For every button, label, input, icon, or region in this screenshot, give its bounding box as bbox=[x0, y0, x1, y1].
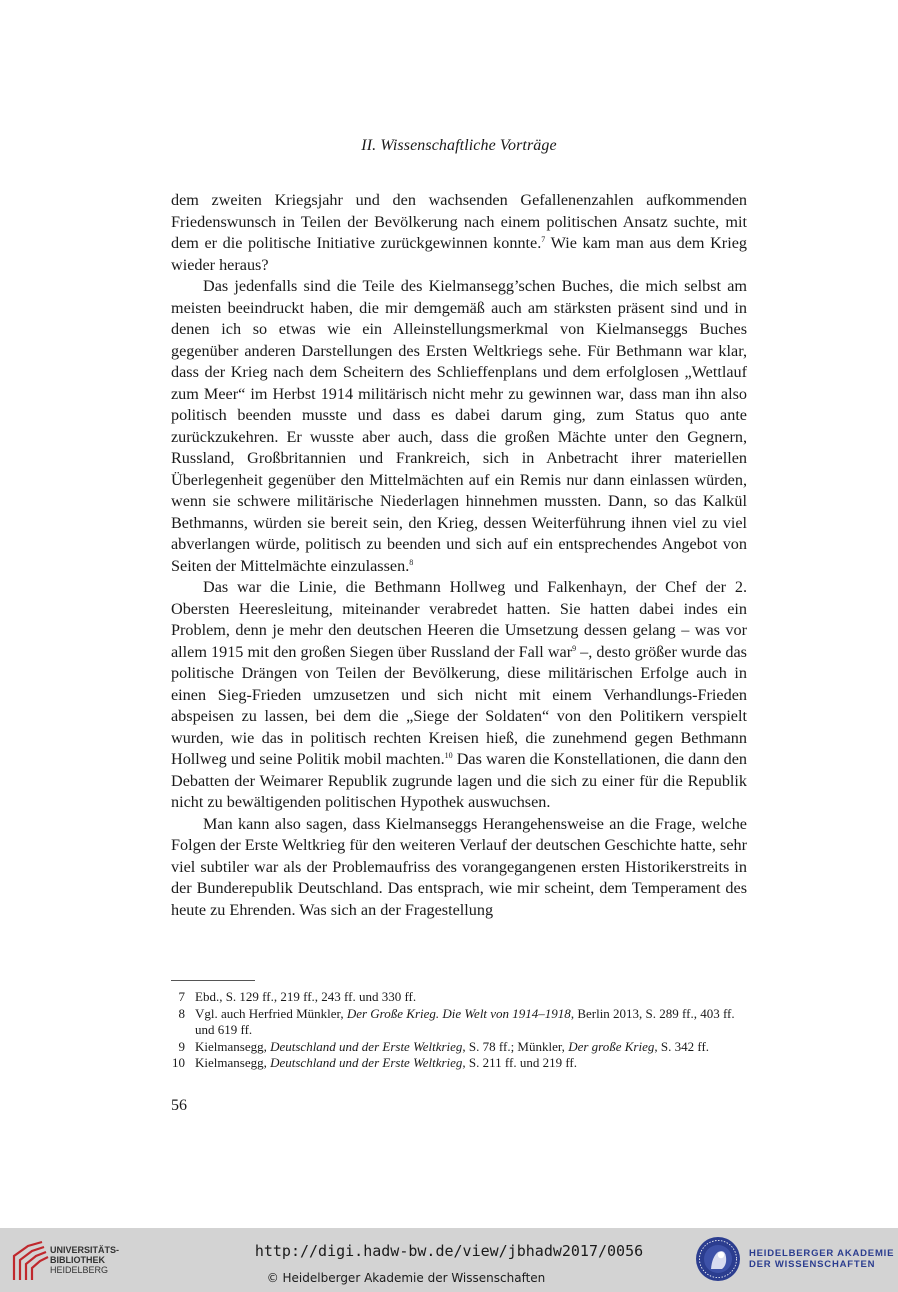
body-text bbox=[171, 190, 747, 921]
footnote-8 bbox=[171, 1006, 751, 1039]
footnote-ref-10[interactable]: 10 bbox=[444, 751, 453, 760]
paragraph-text: –, desto größer wurde das politische Drängen von Teilen der Bevölkerung, diese militärischen Erfolge auch in einen Sieg-Frieden umzusetzen und sich nicht mit einem Verhandlungs-Frieden abspeisen zu lassen, bei dem die „Siege der Soldaten“ von den Politikern verspielt wurden, wie das in politisch rechten Kreisen hieß, die zunehmend gegen Bethmann Hollweg und seine Politik mobil machten. bbox=[171, 642, 747, 768]
academy-line: DER WISSENSCHAFTEN bbox=[749, 1259, 876, 1270]
library-line: HEIDELBERG bbox=[50, 1265, 109, 1275]
footnote-text: , S. 211 ff. und 219 ff. bbox=[462, 1055, 578, 1070]
footnote-7 bbox=[171, 989, 751, 1006]
academy-seal-icon[interactable] bbox=[694, 1235, 742, 1283]
footnote-text: Kielmansegg, bbox=[195, 1055, 271, 1070]
footnote-text: , S. 342 ff. bbox=[654, 1038, 710, 1054]
footnote-text: Ebd., S. 129 ff., 219 ff., 243 ff. und 330 ff. bbox=[195, 989, 417, 1004]
footnote-ref-8[interactable]: 8 bbox=[409, 557, 414, 567]
footnote-divider bbox=[171, 980, 255, 981]
footnote-10 bbox=[171, 1055, 751, 1072]
paragraph-3 bbox=[171, 577, 747, 814]
footnote-ref-7[interactable]: 7 bbox=[541, 235, 546, 244]
paragraph-1 bbox=[171, 190, 747, 276]
footnote-title: Deutschland und der Erste Weltkrieg bbox=[270, 1055, 463, 1070]
permalink-url[interactable]: http://digi.hadw-bw.de/view/jbhadw2017/0056 bbox=[254, 1242, 644, 1260]
footnote-number: 7 bbox=[178, 989, 185, 1004]
page-number: 56 bbox=[171, 1097, 187, 1114]
paragraph-4 bbox=[171, 814, 747, 922]
viewer-footer bbox=[0, 1228, 898, 1292]
academy-name bbox=[749, 1248, 894, 1270]
paragraph-text: Das waren die Konstellationen, die dann den Debatten der Weimarer Republik zugrunde lagen und die sich zu einer für die Republik nicht zu bewältigenden politischen Hypothek auswuchsen. bbox=[171, 750, 748, 811]
paragraph-text: dem zweiten Kriegsjahr und den wachsenden Gefallenenzahlen aufkommenden Friedenswunsch in Teilen der Bevölkerung nach einem politischen Ansatz suchte, mit dem er die politische Initiative zurückgewinnen konnte. bbox=[171, 191, 747, 252]
footnote-text: Kielmansegg, bbox=[195, 1038, 271, 1054]
academy-line: HEIDELBERGER AKADEMIE bbox=[749, 1248, 895, 1259]
footnote-number: 9 bbox=[178, 1038, 185, 1054]
running-head: II. Wissenschaftliche Vorträge bbox=[361, 137, 557, 154]
footnote-text: , S. 78 ff.; Münkler, bbox=[462, 1038, 569, 1054]
paragraph-text: Das war die Linie, die Bethmann Hollweg und Falkenhayn, der Chef der 2. Obersten Heeresleitung, miteinander verabredet hatten. Sie hatten dabei indes ein Problem, denn je mehr den deutschen Heeren die Umsetzung dessen gelang – was vor allem 1915 mit den großen Siegen über Russland der Fall war bbox=[171, 578, 747, 661]
footnote-title: Der Große Krieg. Die Welt von 1914–1918 bbox=[346, 1005, 571, 1021]
footnote-title: Der große Krieg bbox=[568, 1038, 655, 1054]
footnote-text: Vgl. auch Herfried Münkler, bbox=[195, 1005, 347, 1021]
paragraph-2 bbox=[171, 276, 747, 577]
library-line: UNIVERSITÄTS- bbox=[50, 1245, 120, 1255]
library-line: BIBLIOTHEK bbox=[50, 1255, 105, 1265]
paragraph-text: Wie kam man aus dem Krieg wieder heraus? bbox=[171, 234, 747, 274]
footnote-number: 8 bbox=[178, 1005, 185, 1021]
paragraph-text: Man kann also sagen, dass Kielmanseggs Herangehensweise an die Frage, welche Folgen der Erste Weltkrieg für den weiteren Verlauf der deutschen Geschichte hatte, sehr viel subtiler war als der Problemaufriss des vorangegangenen ersten Historikerstreits in der Bunderepublik Deutschland. Das entsprach, wie mir scheint, dem Temperament des heute zu Ehrenden. Was sich an der Fragestellung bbox=[171, 814, 747, 919]
footnote-9 bbox=[171, 1039, 751, 1056]
footnote-title: Deutschland und der Erste Weltkrieg bbox=[270, 1038, 463, 1054]
copyright-notice: © Heidelberger Akademie der Wissenschaften bbox=[266, 1271, 546, 1285]
footnote-number: 10 bbox=[172, 1055, 185, 1070]
footnotes bbox=[171, 989, 751, 1072]
footnote-text: , Berlin 2013, S. 289 ff., 403 ff. und 619 ff. bbox=[195, 1005, 735, 1037]
paragraph-text: Das jedenfalls sind die Teile des Kielmansegg’schen Buches, die mich selbst am meisten beeindruckt haben, die mir demgemäß auch am stärksten präsent sind und in denen ich so etwas wie ein Alleinstellungsmerkmal von Kielmanseggs Buches gegenüber anderen Darstellungen des Ersten Weltkriegs sehe. Für Bethmann war klar, dass der Krieg nach dem Scheitern des Schlieffenplans und dem erfolglosen „Wettlauf zum Meer“ im Herbst 1914 militärisch nicht mehr zu gewinnen war, dass man ihn also politisch beenden musste und dass es dabei darum ging, zum Status quo ante zurückzukehren. Er wusste aber auch, dass die großen Mächte unter den Gegnern, Russland, Großbritannien und Frankreich, sich in Anbetracht ihrer materiellen Überlegenheit gegenüber den Mittelmächten auf ein Remis nur dann einlassen würden, wenn sie schwere militärische Niederlagen hinnehmen mussten. Dann, so das Kalkül Bethmanns, würden sie bereit sein, den Krieg, dessen Weiterführung ihnen viel zu viel abverlangen würde, politisch zu beenden und sich auf ein entsprechendes Angebot von Seiten der Mittelmächte einzulassen. bbox=[171, 277, 747, 575]
footnote-ref-9[interactable]: 9 bbox=[572, 643, 577, 653]
